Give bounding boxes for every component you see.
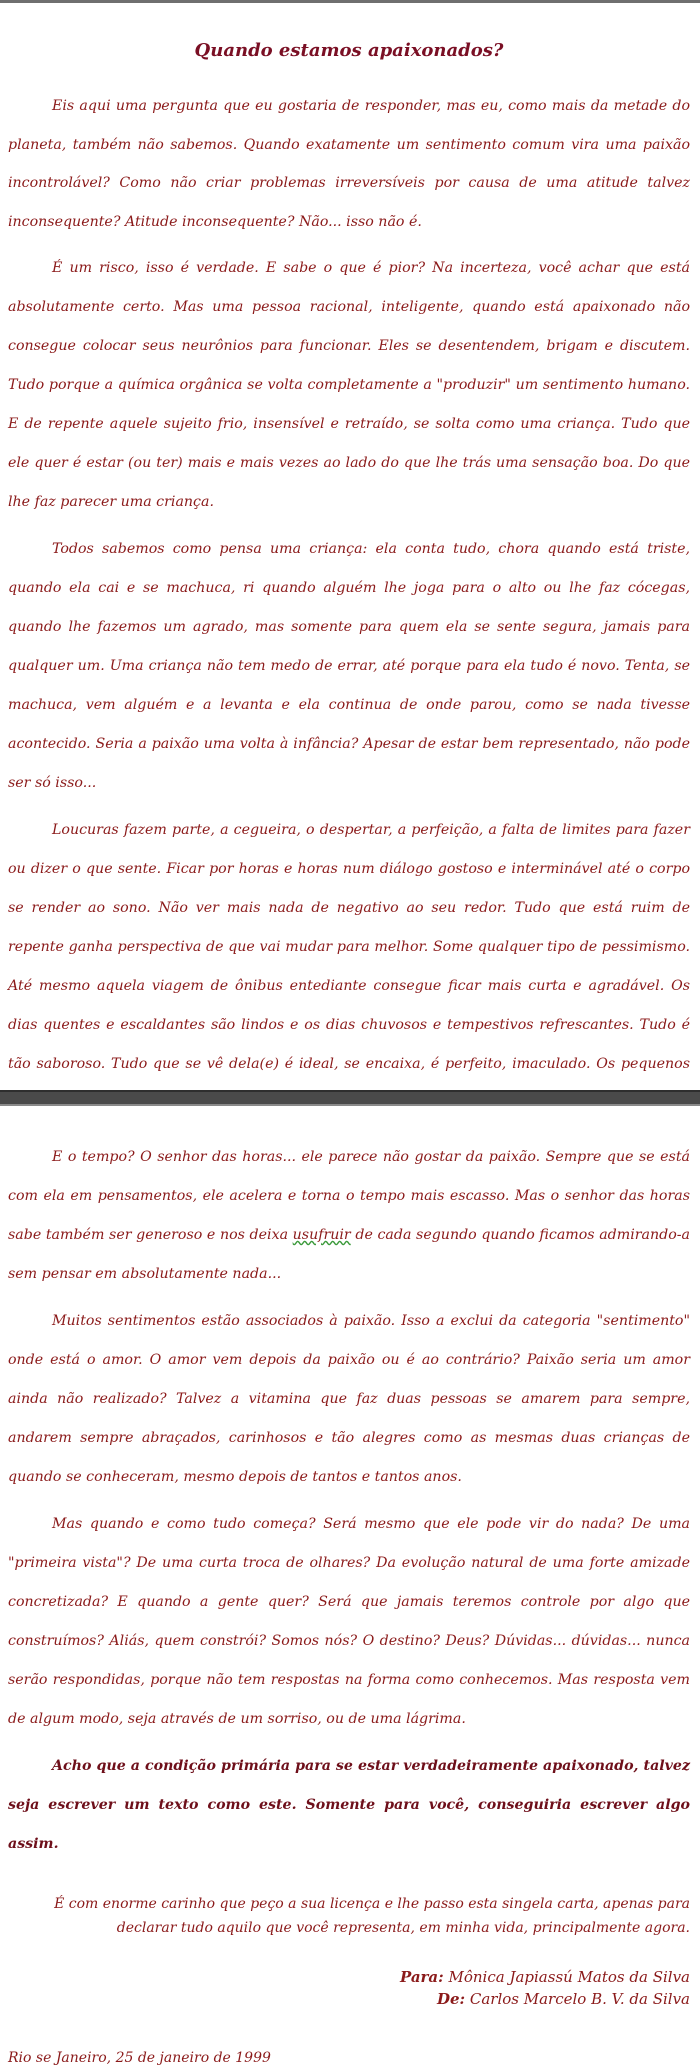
recipient-line: [8, 1966, 690, 1988]
signature-block: [8, 1966, 690, 2010]
closing-note: [8, 1892, 690, 1940]
document-page-2: [0, 1106, 700, 2066]
paragraph: [8, 1138, 690, 1294]
paragraph-text: de cada segundo quando ficamos admirando-a sem pensar em absolutamente nada...: [8, 1227, 690, 1282]
paragraph-emphasis: Acho que a condição primária para se estar verdadeiramente apaixonado, talvez seja escrever um texto como este. Somente para você, conseguiria escrever algo assim.: [8, 1758, 690, 1852]
page-break-separator: [0, 1090, 700, 1106]
sender-name: Carlos Marcelo B. V. da Silva: [469, 1990, 690, 2008]
closing-line: declarar tudo aquilo que você representa, em minha vida, principalmente agora.: [116, 1920, 690, 1936]
paragraph: Eis aqui uma pergunta que eu gostaria de responder, mas eu, como mais da metade do planeta, também não sabemos. Quando exatamente um sentimento comum vira uma paixão incontrolável? Como não criar problemas irreversíveis por causa de uma atitude talvez inconsequente? Atitude inconsequente? Não... isso não é.: [8, 98, 690, 230]
spellcheck-flagged-word[interactable]: usufruir: [292, 1227, 351, 1243]
letter-title: Quando estamos apaixonados?: [194, 40, 504, 61]
paragraph: Muitos sentimentos estão associados à paixão. Isso a exclui da categoria "sentimento" onde está o amor. O amor vem depois da paixão ou é ao contrário? Paixão seria um amor ainda não realizado? Talvez a vitamina que faz duas pessoas se amarem para sempre, andarem sempre abraçados, carinhosos e tão alegres como as mesmas duas crianças de quando se conheceram, mesmo depois de tantos e tantos anos.: [8, 1313, 690, 1485]
document-page-1: [0, 4, 700, 1090]
sender-line: [8, 1988, 690, 2010]
sender-label: De:: [436, 1990, 466, 2008]
paragraph: Todos sabemos como pensa uma criança: ela conta tudo, chora quando está triste, quando ela cai e se machuca, ri quando alguém lhe joga para o alto ou lhe faz cócegas, quando lhe fazemos um agrado, mas somente para quem ela se sente segura, jamais para qualquer um. Uma criança não tem medo de errar, até porque para ela tudo é novo. Tenta, se machuca, vem alguém e a levanta e ela continua de onde parou, como se nada tivesse acontecido. Seria a paixão uma volta à infância? Apesar de estar bem representado, não pode ser só isso...: [8, 541, 690, 791]
paragraph: Loucuras fazem parte, a cegueira, o despertar, a perfeição, a falta de limites para fazer ou dizer o que sente. Ficar por horas e horas num diálogo gostoso e interminável até o corpo se render ao sono. Não ver mais nada de negativo ao seu redor. Tudo que está ruim de repente ganha perspectiva de que vai mudar para melhor. Some qualquer tipo de pessimismo. Até mesmo aquela viagem de ônibus entediante consegue ficar mais curta e agradável. Os dias quentes e escaldantes são lindos e os dias chuvosos e tempestivos refrescantes. Tudo é tão saboroso. Tudo que se vê dela(e) é ideal, se encaixa, é perfeito, imaculado. Os pequenos: [8, 822, 690, 1072]
recipient-label: Para:: [399, 1968, 444, 1986]
page-top-margin: [8, 1106, 690, 1138]
closing-line: É com enorme carinho que peço a sua licença e lhe passo esta singela carta, apenas para: [54, 1896, 690, 1912]
paragraph: Mas quando e como tudo começa? Será mesmo que ele pode vir do nada? De uma "primeira vista"? De uma curta troca de olhares? Da evolução natural de uma forte amizade concretizada? E quando a gente quer? Será que jamais teremos controle por algo que construímos? Aliás, quem constrói? Somos nós? O destino? Deus? Dúvidas... dúvidas... nunca serão respondidas, porque não tem respostas na forma como conhecemos. Mas resposta vem de algum modo, seja através de um sorriso, ou de uma lágrima.: [8, 1516, 690, 1727]
recipient-name: Mônica Japiassú Matos da Silva: [448, 1968, 690, 1986]
paragraph: É um risco, isso é verdade. E sabe o que é pior? Na incerteza, você achar que está absolutamente certo. Mas uma pessoa racional, inteligente, quando está apaixonado não consegue colocar seus neurônios para funcionar. Eles se desentendem, brigam e discutem. Tudo porque a química orgânica se volta completamente a "produzir" um sentimento humano. E de repente aquele sujeito frio, insensível e retraído, se solta como uma criança. Tudo que ele quer é estar (ou ter) mais e mais vezes ao lado do que lhe trás uma sensação boa. Do que lhe faz parecer uma criança.: [8, 260, 690, 510]
window-top-border: [0, 0, 700, 3]
place-and-date: Rio se Janeiro, 25 de janeiro de 1999: [8, 2050, 271, 2066]
paragraph-text: E o tempo? O senhor das horas... ele parece não gostar da paixão. Sempre que se está com ela em pensamentos, ele acelera e torna o tempo mais escasso. Mas o senhor das horas sabe também ser generoso e nos deixa: [8, 1149, 690, 1243]
